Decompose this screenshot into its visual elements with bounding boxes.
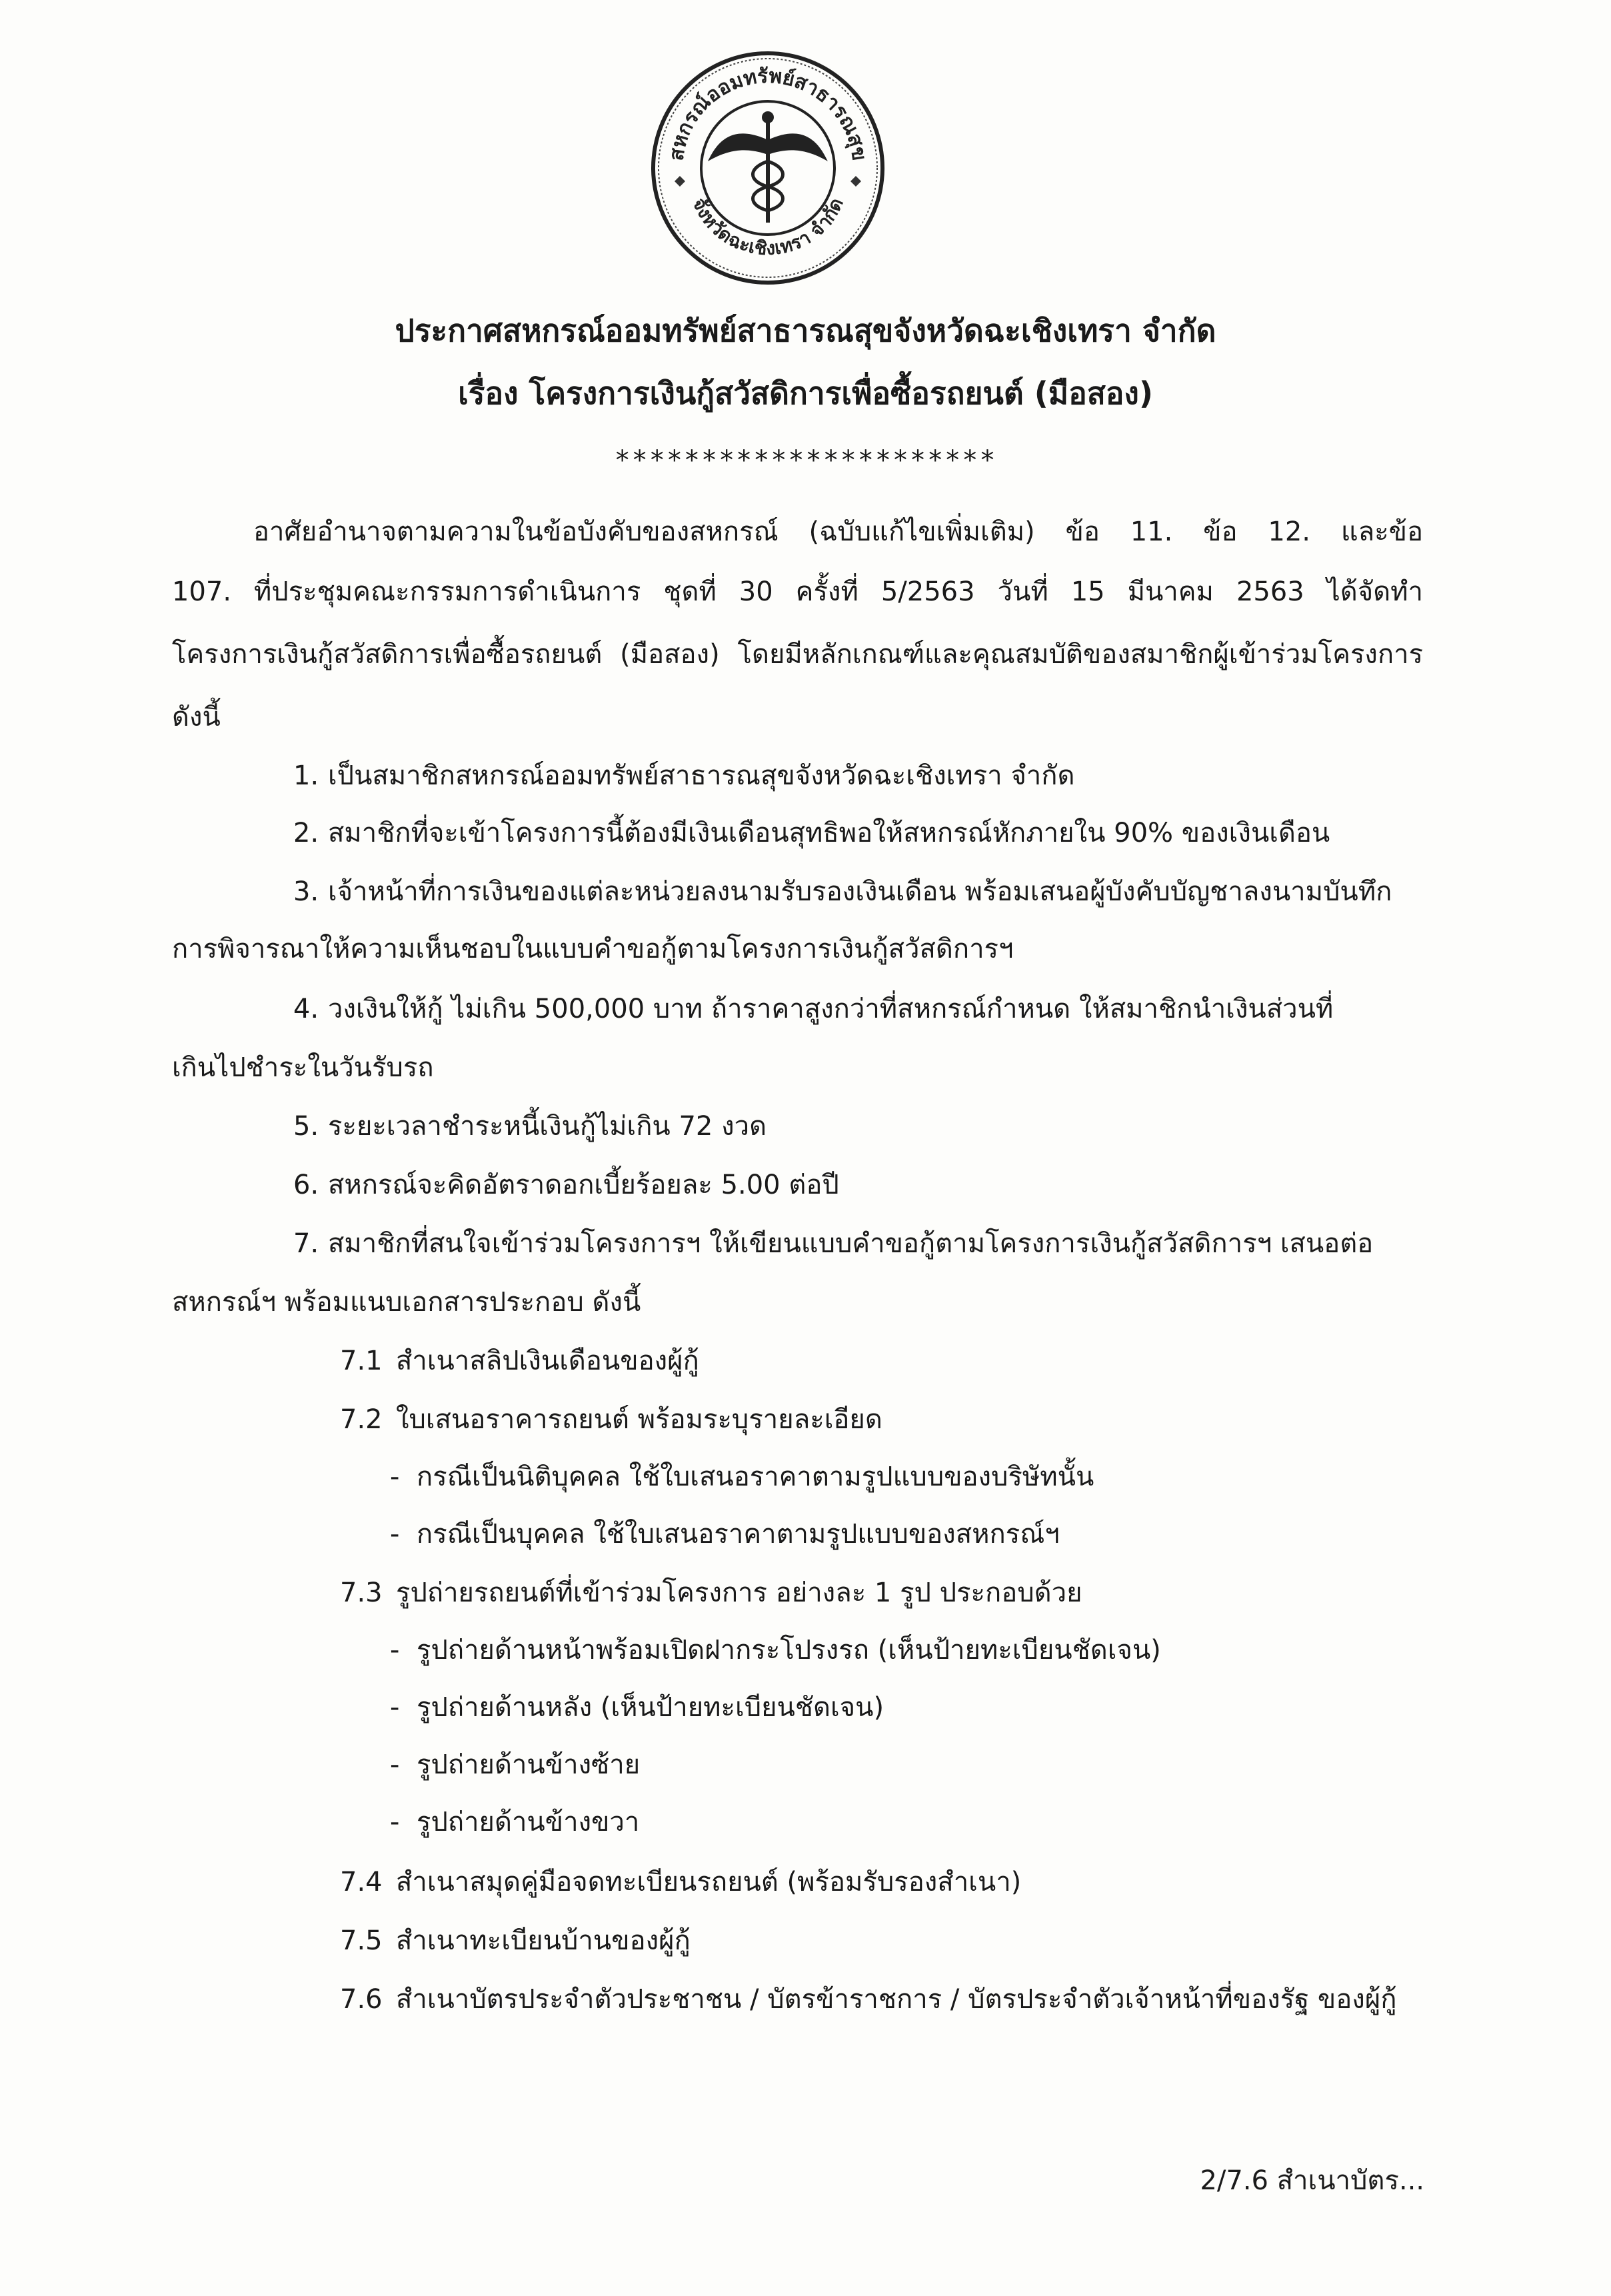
item-text: เจ้าหน้าที่การเงินของแต่ละหน่วยลงนามรับรองเงินเดือน พร้อมเสนอผู้บังคับบัญชาลงนามบันทึก	[328, 876, 1392, 907]
seal-bottom-text: จังหวัดฉะเชิงเทรา จำกัด	[688, 194, 848, 260]
sub-item-number: 7.5	[340, 1925, 383, 1956]
bullet-text: รูปถ่ายด้านข้างขวา	[417, 1807, 640, 1837]
bullet-item	[390, 1805, 639, 1839]
item-text: สหกรณ์จะคิดอัตราดอกเบี้ยร้อยละ 5.00 ต่อปี	[328, 1170, 839, 1200]
intro-line-2: 107. ที่ประชุมคณะกรรมการดำเนินการ ชุดที่ 30 ครั้งที่ 5/2563 วันที่ 15 มีนาคม 2563 ได้จัดทำ	[172, 576, 1423, 607]
separator-stars: **********************	[614, 445, 997, 476]
sub-item-text: สำเนาทะเบียนบ้านของผู้กู้	[396, 1925, 691, 1956]
bullet-text: กรณีเป็นบุคคล ใช้ใบเสนอราคาตามรูปแบบของสหกรณ์ฯ	[417, 1519, 1060, 1550]
dash-icon: -	[390, 1749, 400, 1780]
sub-item-text: ใบเสนอราคารถยนต์ พร้อมระบุรายละเอียด	[396, 1404, 882, 1435]
dash-icon: -	[390, 1635, 400, 1666]
list-item	[293, 1168, 839, 1202]
intro-line-4: ดังนี้	[172, 702, 221, 732]
announcement-title: ประกาศสหกรณ์ออมทรัพย์สาธารณสุขจังหวัดฉะเชิงเทรา จำกัด	[395, 313, 1216, 349]
dash-icon: -	[390, 1692, 400, 1723]
dash-icon: -	[390, 1462, 400, 1492]
item-number: 7.	[293, 1228, 319, 1259]
sub-item-text: รูปถ่ายรถยนต์ที่เข้าร่วมโครงการ อย่างละ 1 รูป ประกอบด้วย	[396, 1578, 1082, 1608]
list-item	[293, 758, 1074, 793]
item-number: 3.	[293, 876, 319, 907]
bullet-item	[390, 1690, 884, 1725]
item-number: 1.	[293, 760, 319, 791]
sub-item-number: 7.6	[340, 1984, 383, 2015]
item-text: ระยะเวลาชำระหนี้เงินกู้ไม่เกิน 72 งวด	[328, 1111, 767, 1142]
item-text: สมาชิกที่สนใจเข้าร่วมโครงการฯ ให้เขียนแบบคำขอกู้ตามโครงการเงินกู้สวัสดิการฯ เสนอต่อ	[328, 1228, 1374, 1259]
sub-item	[340, 1982, 1396, 2017]
intro-line-1: อาศัยอำนาจตามความในข้อบังคับของสหกรณ์ (ฉบับแก้ไขเพิ่มเติม) ข้อ 11. ข้อ 12. และข้อ	[253, 517, 1423, 547]
bullet-text: รูปถ่ายด้านหน้าพร้อมเปิดฝากระโปรงรถ (เห็นป้ายทะเบียนชัดเจน)	[417, 1635, 1161, 1666]
bullet-item	[390, 1460, 1094, 1494]
item-text: วงเงินให้กู้ ไม่เกิน 500,000 บาท ถ้าราคาสูงกว่าที่สหกรณ์กำหนด ให้สมาชิกนำเงินส่วนที่	[328, 994, 1334, 1024]
item-continuation: สหกรณ์ฯ พร้อมแนบเอกสารประกอบ ดังนี้	[172, 1287, 641, 1318]
sub-item-text: สำเนาสลิปเงินเดือนของผู้กู้	[396, 1346, 699, 1376]
dash-icon: -	[390, 1519, 400, 1550]
list-item	[293, 1226, 1373, 1261]
sub-item	[340, 1576, 1082, 1610]
list-item	[293, 874, 1392, 909]
list-item	[293, 1109, 767, 1144]
bullet-item	[390, 1633, 1161, 1668]
seal-top-text: สหกรณ์ออมทรัพย์สาธารณสุข	[665, 64, 871, 163]
sub-item-number: 7.4	[340, 1867, 383, 1897]
sub-item-text: สำเนาบัตรประจำตัวประชาชน / บัตรข้าราชการ / บัตรประจำตัวเจ้าหน้าที่ของรัฐ ของผู้กู้	[396, 1984, 1397, 2015]
seal-emblem-icon	[648, 48, 888, 288]
item-continuation: เกินไปชำระในวันรับรถ	[172, 1052, 434, 1083]
sub-item	[340, 1344, 699, 1378]
item-number: 6.	[293, 1170, 319, 1200]
list-item	[293, 816, 1330, 850]
intro-line-3: โครงการเงินกู้สวัสดิการเพื่อซื้อรถยนต์ (มือสอง) โดยมีหลักเกณฑ์และคุณสมบัติของสมาชิกผู้เข้าร่วมโครงการ	[172, 639, 1423, 670]
item-continuation: การพิจารณาให้ความเห็นชอบในแบบคำขอกู้ตามโครงการเงินกู้สวัสดิการฯ	[172, 934, 1014, 964]
bullet-item	[390, 1747, 640, 1782]
item-text: เป็นสมาชิกสหกรณ์ออมทรัพย์สาธารณสุขจังหวัดฉะเชิงเทรา จำกัด	[328, 760, 1075, 791]
sub-item-number: 7.1	[340, 1346, 383, 1376]
item-text: สมาชิกที่จะเข้าโครงการนี้ต้องมีเงินเดือนสุทธิพอให้สหกรณ์หักภายใน 90% ของเงินเดือน	[328, 818, 1330, 848]
item-number: 5.	[293, 1111, 319, 1142]
sub-item	[340, 1402, 882, 1437]
sub-item-text: สำเนาสมุดคู่มือจดทะเบียนรถยนต์ (พร้อมรับรองสำเนา)	[396, 1867, 1022, 1897]
item-number: 2.	[293, 818, 319, 848]
item-number: 4.	[293, 994, 319, 1024]
bullet-text: กรณีเป็นนิติบุคคล ใช้ใบเสนอราคาตามรูปแบบของบริษัทนั้น	[417, 1462, 1094, 1492]
cooperative-seal	[648, 48, 888, 288]
sub-item	[340, 1865, 1021, 1899]
announcement-subject: เรื่อง โครงการเงินกู้สวัสดิการเพื่อซื้อรถยนต์ (มือสอง)	[458, 375, 1153, 411]
dash-icon: -	[390, 1807, 400, 1837]
sub-item-number: 7.3	[340, 1578, 383, 1608]
list-item	[293, 992, 1333, 1026]
sub-item-number: 7.2	[340, 1404, 383, 1435]
bullet-item	[390, 1517, 1060, 1552]
bullet-text: รูปถ่ายด้านหลัง (เห็นป้ายทะเบียนชัดเจน)	[417, 1692, 884, 1723]
page-continuation: 2/7.6 สำเนาบัตร...	[1200, 2165, 1424, 2196]
sub-item	[340, 1923, 691, 1958]
bullet-text: รูปถ่ายด้านข้างซ้าย	[417, 1749, 641, 1780]
